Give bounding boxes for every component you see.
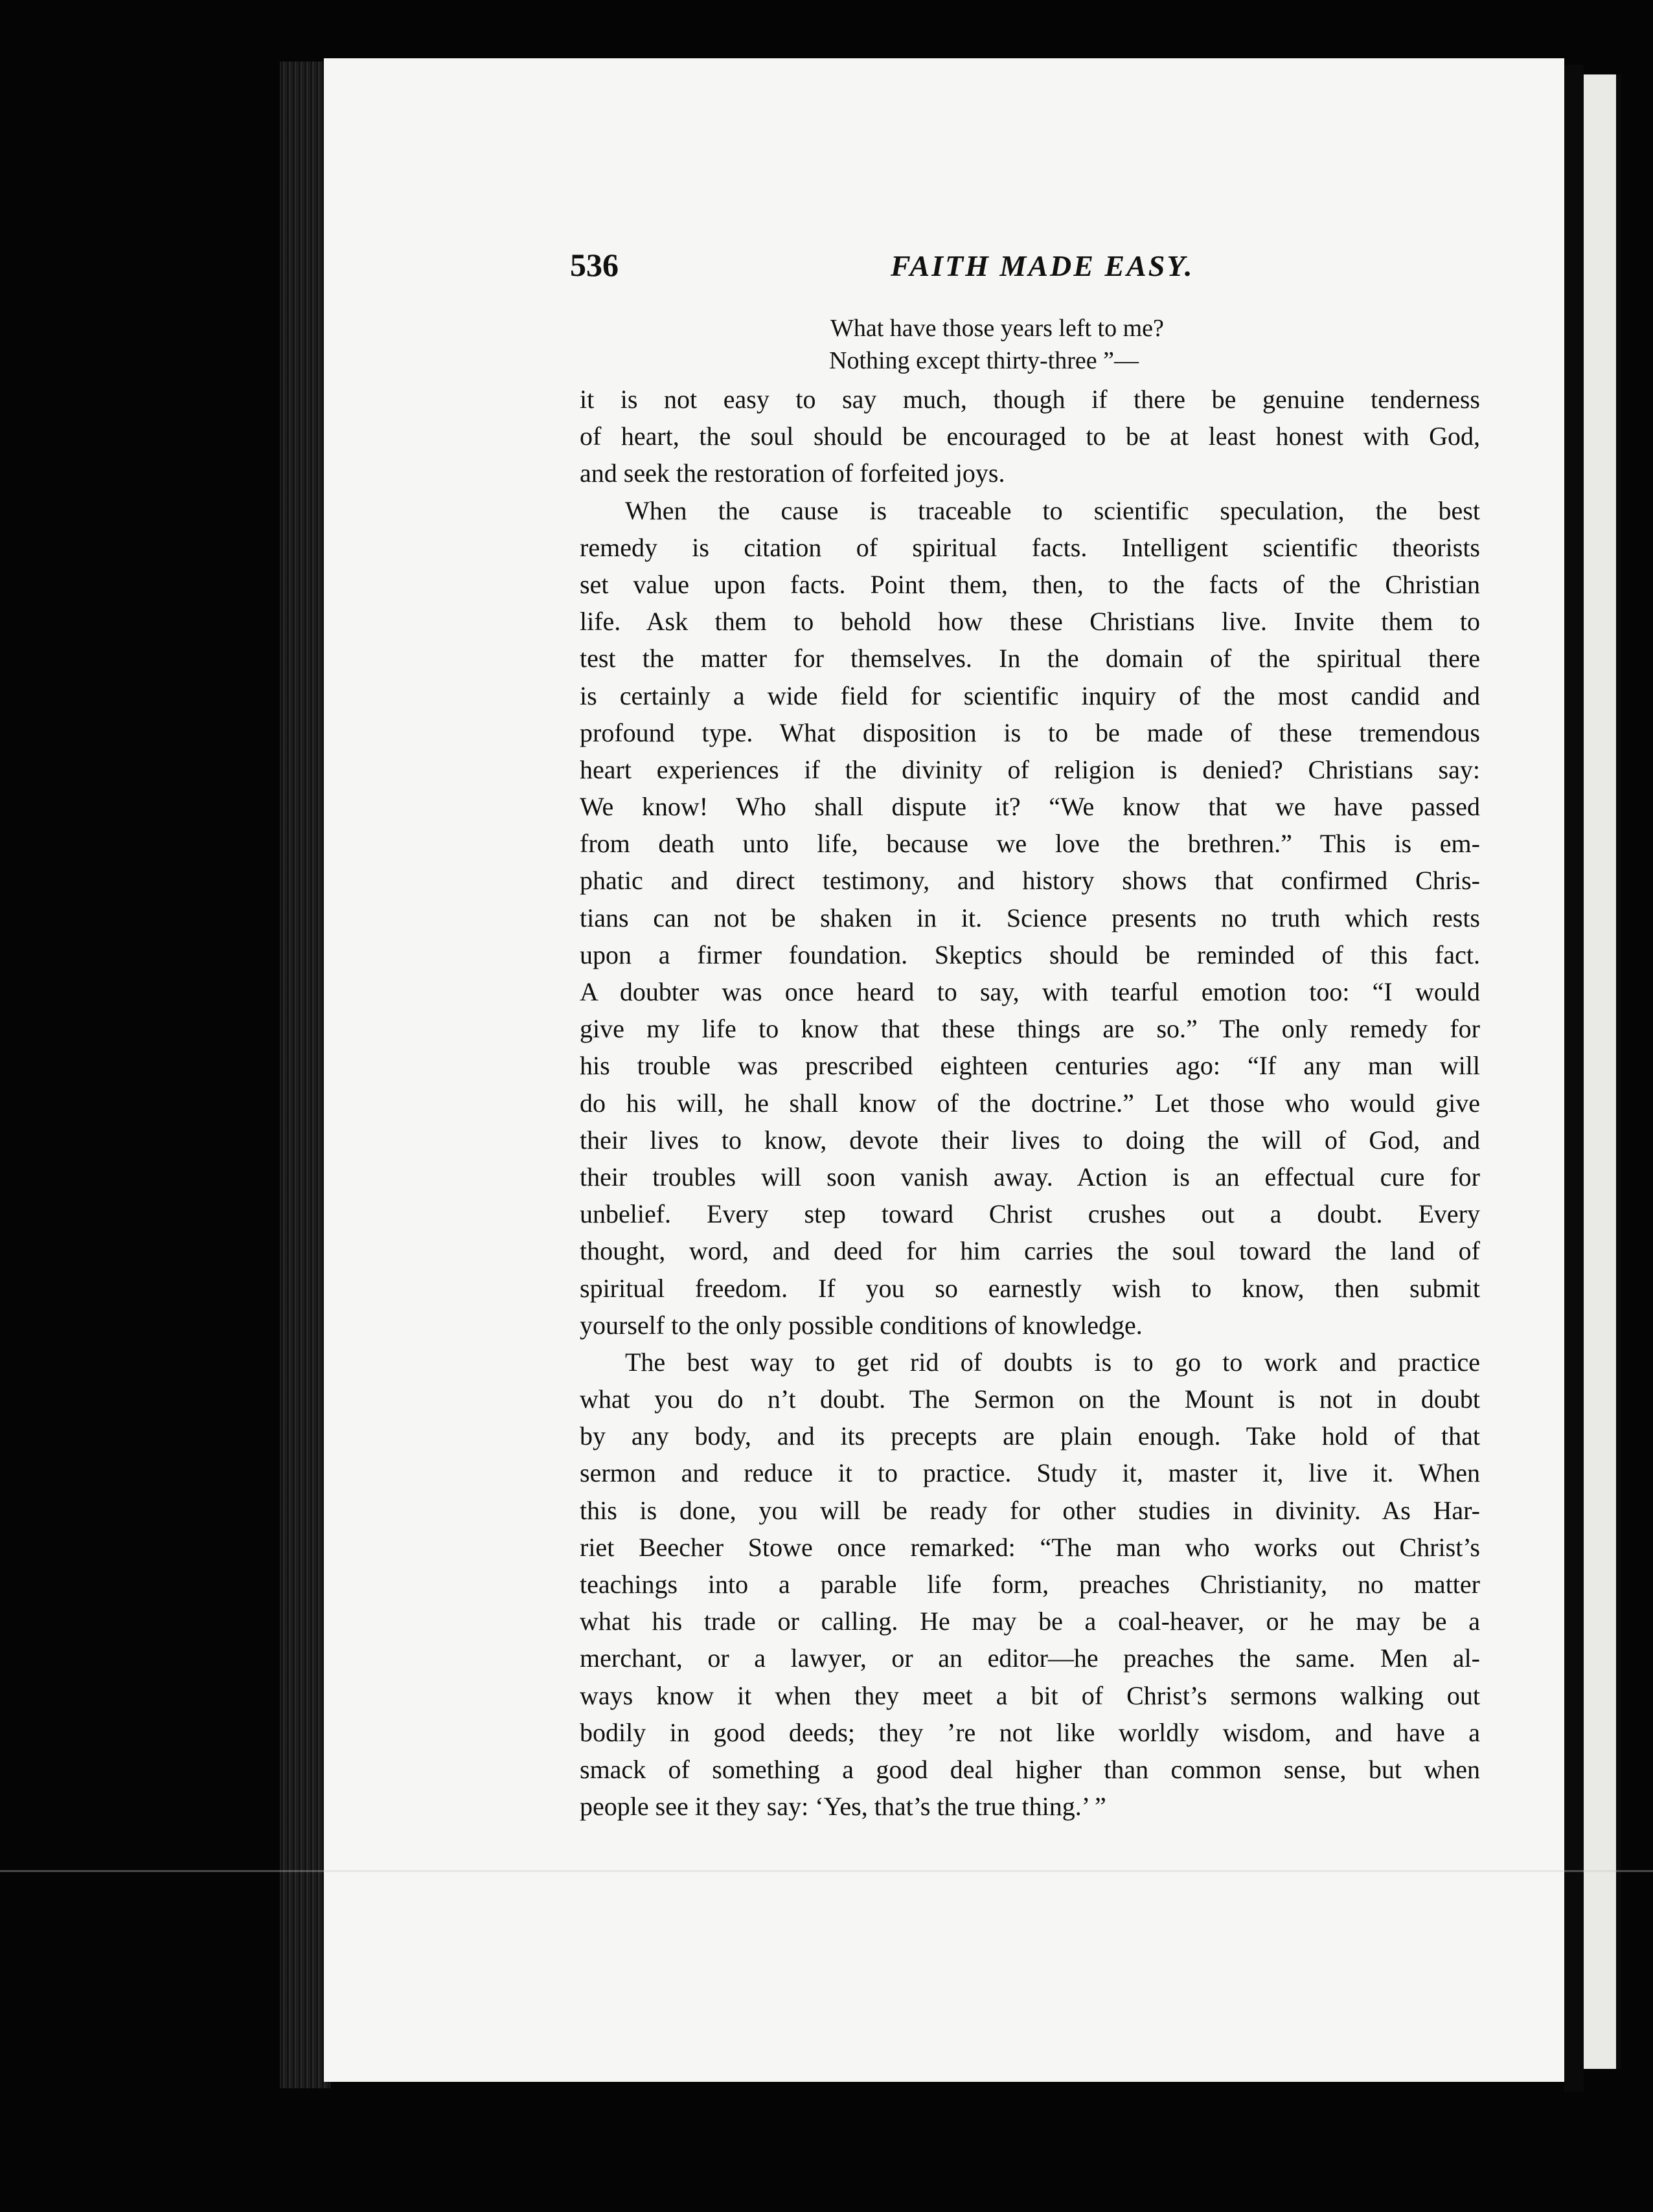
text-line: and seek the restoration of forfeited joys. [580,458,1005,488]
verse-quote [830,312,1284,377]
text-line: heart experiences if the divinity of religion is denied? Christians say: [580,754,1480,784]
text-line: this is done, you will be ready for other studies in divinity. As Har- [580,1495,1480,1525]
text-line: The best way to get rid of doubts is to go to work and practice [625,1347,1480,1377]
text-line: test the matter for themselves. In the domain of the spiritual there [580,644,1480,673]
text-line: merchant, or a lawyer, or an editor—he preaches the same. Men al- [580,1643,1480,1673]
text-line: sermon and reduce it to practice. Study it, master it, live it. When [580,1458,1480,1488]
text-line: yourself to the only possible conditions of knowledge. [580,1310,1143,1340]
gutter-shadow [1564,65,1584,2092]
text-line: When the cause is traceable to scientific speculation, the best [625,495,1480,525]
scan-artifact-line [0,1870,1653,1872]
verse-line: Nothing except thirty-three ”— [829,347,1139,374]
text-line: remedy is citation of spiritual facts. Intelligent scientific theorists [580,532,1480,562]
text-line: by any body, and its precepts are plain enough. Take hold of that [580,1421,1480,1451]
text-line: tians can not be shaken in it. Science presents no truth which rests [580,903,1480,932]
text-line: We know! Who shall dispute it? “We know that we have passed [580,792,1480,822]
text-line: teachings into a parable life form, preaches Christianity, no matter [580,1570,1480,1599]
facing-page-edge [1616,74,1621,2069]
text-line: phatic and direct testimony, and history shows that confirmed Chris- [580,866,1480,896]
facing-page-strip [1584,74,1616,2069]
text-line: ways know it when they meet a bit of Christ’s sermons walking out [580,1680,1480,1710]
running-head [570,246,1464,298]
text-line: smack of something a good deal higher than common sense, but when [580,1754,1480,1784]
text-line: life. Ask them to behold how these Christians live. Invite them to [580,607,1480,637]
text-line: profound type. What disposition is to be made of these tremendous [580,717,1480,747]
text-line: bodily in good deeds; they ’re not like worldly wisdom, and have a [580,1717,1480,1747]
text-line: upon a firmer foundation. Skeptics should be reminded of this fact. [580,940,1480,969]
text-line: it is not easy to say much, though if there be genuine tenderness [580,385,1480,414]
verse-line: What have those years left to me? [830,315,1164,342]
text-line: his trouble was prescribed eighteen centuries ago: “If any man will [580,1051,1480,1081]
text-line: do his will, he shall know of the doctrine.” Let those who would give [580,1088,1480,1118]
running-title: FAITH MADE EASY. [891,249,1194,282]
text-line: what his trade or calling. He may be a coal-heaver, or he may be a [580,1607,1480,1636]
text-line: is certainly a wide field for scientific inquiry of the most candid and [580,681,1480,710]
text-line: their lives to know, devote their lives to doing the will of God, and [580,1125,1480,1155]
body-text [580,381,1480,1825]
text-line: thought, word, and deed for him carries the soul toward the land of [580,1236,1480,1266]
text-line: unbelief. Every step toward Christ crushes out a doubt. Every [580,1199,1480,1229]
text-line: of heart, the soul should be encouraged to be at least honest with God, [580,422,1480,451]
text-line: what you do n’t doubt. The Sermon on the Mount is not in doubt [580,1384,1480,1414]
page-number: 536 [570,247,619,283]
text-line: riet Beecher Stowe once remarked: “The man who works out Christ’s [580,1532,1480,1562]
page-edges-left [280,62,330,2088]
text-line: A doubter was once heard to say, with tearful emotion too: “I would [580,977,1480,1006]
text-line: their troubles will soon vanish away. Action is an effectual cure for [580,1162,1480,1191]
text-line: spiritual freedom. If you so earnestly wish to know, then submit [580,1273,1480,1303]
text-line: people see it they say: ‘Yes, that’s the true thing.’ ” [580,1792,1106,1822]
text-line: set value upon facts. Point them, then, to the facts of the Christian [580,569,1480,599]
text-line: from death unto life, because we love the brethren.” This is em- [580,829,1480,859]
text-line: give my life to know that these things are so.” The only remedy for [580,1014,1480,1044]
